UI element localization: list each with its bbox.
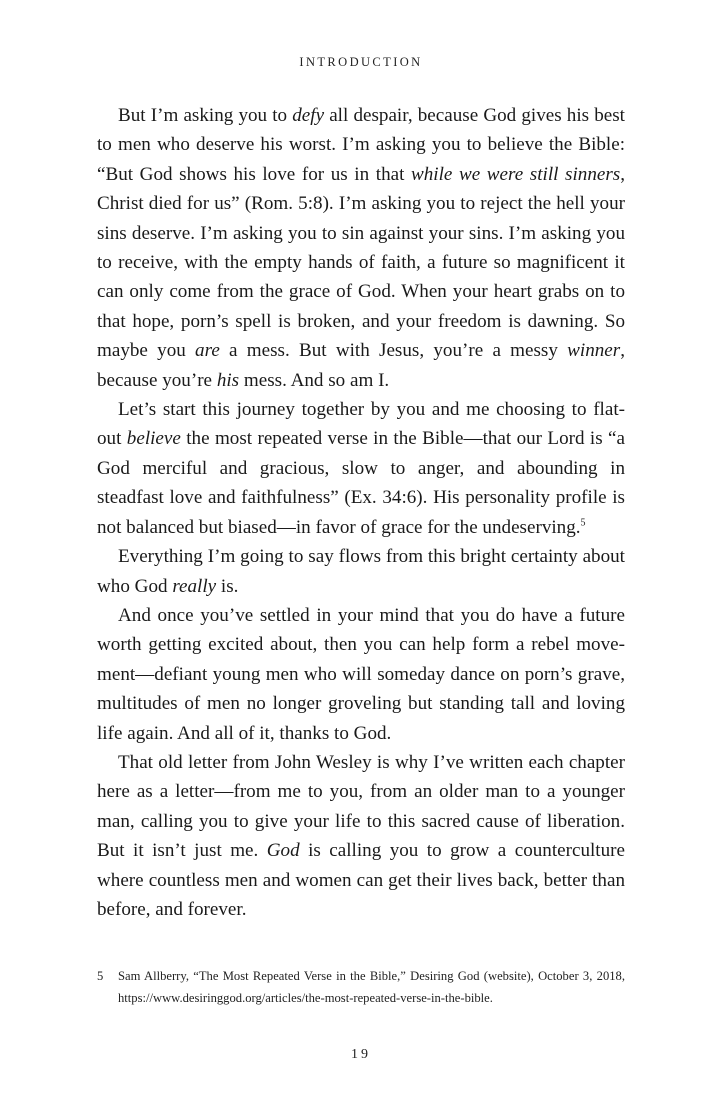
emphasized-text: winner bbox=[567, 340, 621, 362]
paragraph-text: Everything I’m going to say flows from this bright certainty about who God bbox=[97, 546, 625, 597]
emphasized-text: really bbox=[172, 575, 217, 597]
emphasized-text: God bbox=[266, 840, 300, 862]
footnote bbox=[97, 965, 625, 1009]
page-number: 19 bbox=[351, 1047, 371, 1062]
body-paragraph bbox=[97, 101, 625, 395]
emphasized-text: defy bbox=[292, 105, 325, 126]
footnote-reference: 5 bbox=[580, 517, 586, 529]
paragraph-text: , because you’re bbox=[97, 340, 625, 391]
paragraph-text: But I’m asking you to bbox=[118, 105, 293, 126]
footnote-number: 5 bbox=[97, 969, 104, 983]
body-paragraph bbox=[97, 395, 625, 542]
body-paragraph bbox=[97, 601, 625, 748]
paragraph-text: mess. And so am I. bbox=[239, 369, 390, 391]
paragraph-text: , Christ died for us” (Rom. 5:8). I’m asking you to reject the hell your sins deserve. I’m asking you to sin against your sins. I’m asking you to receive, with the empty hands of faith, a future so magnificent it can only come from the grace of God. When your heart grabs on to that hope, porn’s spell is broken, and your freedom is dawning. So maybe you bbox=[97, 163, 625, 362]
emphasized-text: while we were still sinners bbox=[411, 163, 621, 185]
paragraph-text: is calling you to grow a counterculture where countless men and women can get their lives back, better than before, and forever. bbox=[97, 840, 625, 920]
paragraph-text: is. bbox=[216, 575, 239, 597]
body-paragraph bbox=[97, 748, 625, 924]
paragraph-text: And once you’ve settled in your mind that you do have a future worth getting excited about, then you can help form a rebel move-ment—defiant young men who will someday dance on porn’s grave, multitudes of men no longer groveling but standing tall and loving life again. And all of it, thanks to God. bbox=[97, 604, 625, 744]
running-head: INTRODUCTION bbox=[299, 55, 423, 69]
paragraph-text: a mess. But with Jesus, you’re a messy bbox=[219, 340, 568, 362]
body-text bbox=[97, 101, 625, 924]
emphasized-text: his bbox=[216, 369, 240, 391]
footnote-text: Sam Allberry, “The Most Repeated Verse in the Bible,” Desiring God (website), October 3, 2018, https://www.desiringgod.org/articles/the-most-repeated-verse-in-the-bible. bbox=[118, 969, 625, 1005]
paragraph-text: That old letter from John Wesley is why I’ve written each chapter here as a letter—from me to you, from an older man to a younger man, calling you to give your life to this sacred cause of liberation. But it isn’t just me. bbox=[97, 751, 625, 862]
paragraph-text: all despair, because God gives his best to men who deserve his worst. I’m asking you to believe the Bible: “But God shows his love for us in that bbox=[97, 105, 625, 185]
emphasized-text: believe bbox=[126, 428, 181, 450]
paragraph-text: Let’s start this journey together by you and me choosing to flat-out bbox=[97, 399, 625, 450]
paragraph-text: the most repeated verse in the Bible—that our Lord is “a God merciful and gracious, slow to anger, and abounding in steadfast love and faithfulness” (Ex. 34:6). His personality profile is not balanced but biased—in favor of grace for the undeserving. bbox=[97, 428, 625, 538]
body-paragraph bbox=[97, 542, 625, 601]
emphasized-text: are bbox=[195, 340, 220, 362]
